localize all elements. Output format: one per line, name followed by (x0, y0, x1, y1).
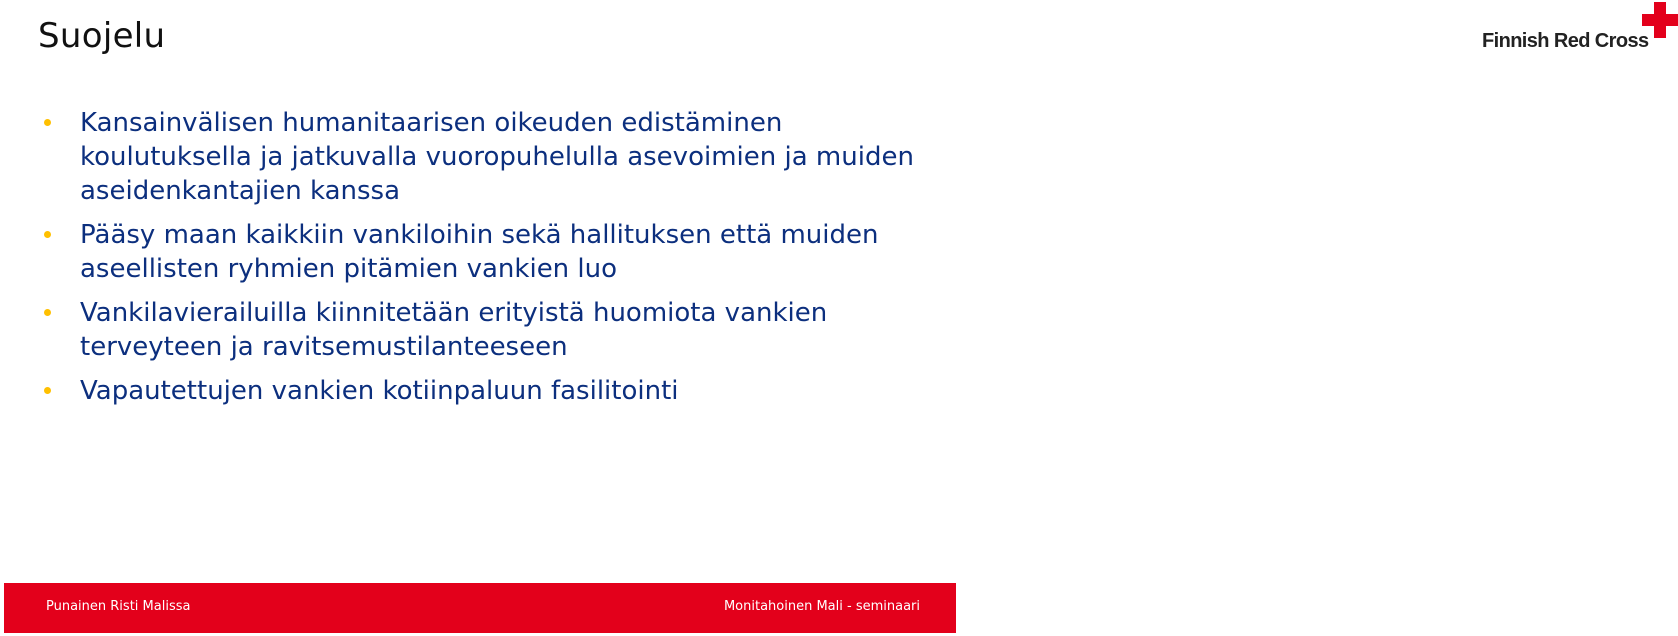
bullet-dot-icon (44, 231, 51, 238)
bullet-dot-icon (44, 387, 51, 394)
footer-left-text: Punainen Risti Malissa (46, 599, 191, 614)
slide-title: Suojelu (38, 16, 166, 56)
bullet-dot-icon (44, 119, 51, 126)
bullet-text: Vapautettujen vankien kotiinpaluun fasilitointi (80, 376, 679, 406)
bullet-item (44, 218, 944, 286)
finnish-red-cross-logo (720, 0, 1649, 60)
bullet-item (44, 106, 944, 208)
bullet-list (44, 106, 944, 418)
bullet-text: Vankilavierailuilla kiinnitetään erityistä huomiota vankien terveyteen ja ravitsemustilanteeseen (80, 298, 828, 362)
logo-text: Finnish Red Cross (1482, 30, 1649, 52)
bullet-text: Kansainvälisen humanitaarisen oikeuden edistäminen koulutuksella ja jatkuvalla vuoropuhelulla asevoimien ja muiden aseidenkantajien kanssa (80, 108, 914, 206)
footer-bar (4, 583, 956, 633)
red-cross-icon (1642, 2, 1678, 38)
bullet-item (44, 296, 944, 364)
bullet-dot-icon (44, 309, 51, 316)
bullet-text: Pääsy maan kaikkiin vankiloihin sekä hallituksen että muiden aseellisten ryhmien pitämien vankien luo (80, 220, 879, 284)
footer-right-text: Monitahoinen Mali - seminaari (723, 599, 920, 614)
bullet-item (44, 374, 944, 408)
